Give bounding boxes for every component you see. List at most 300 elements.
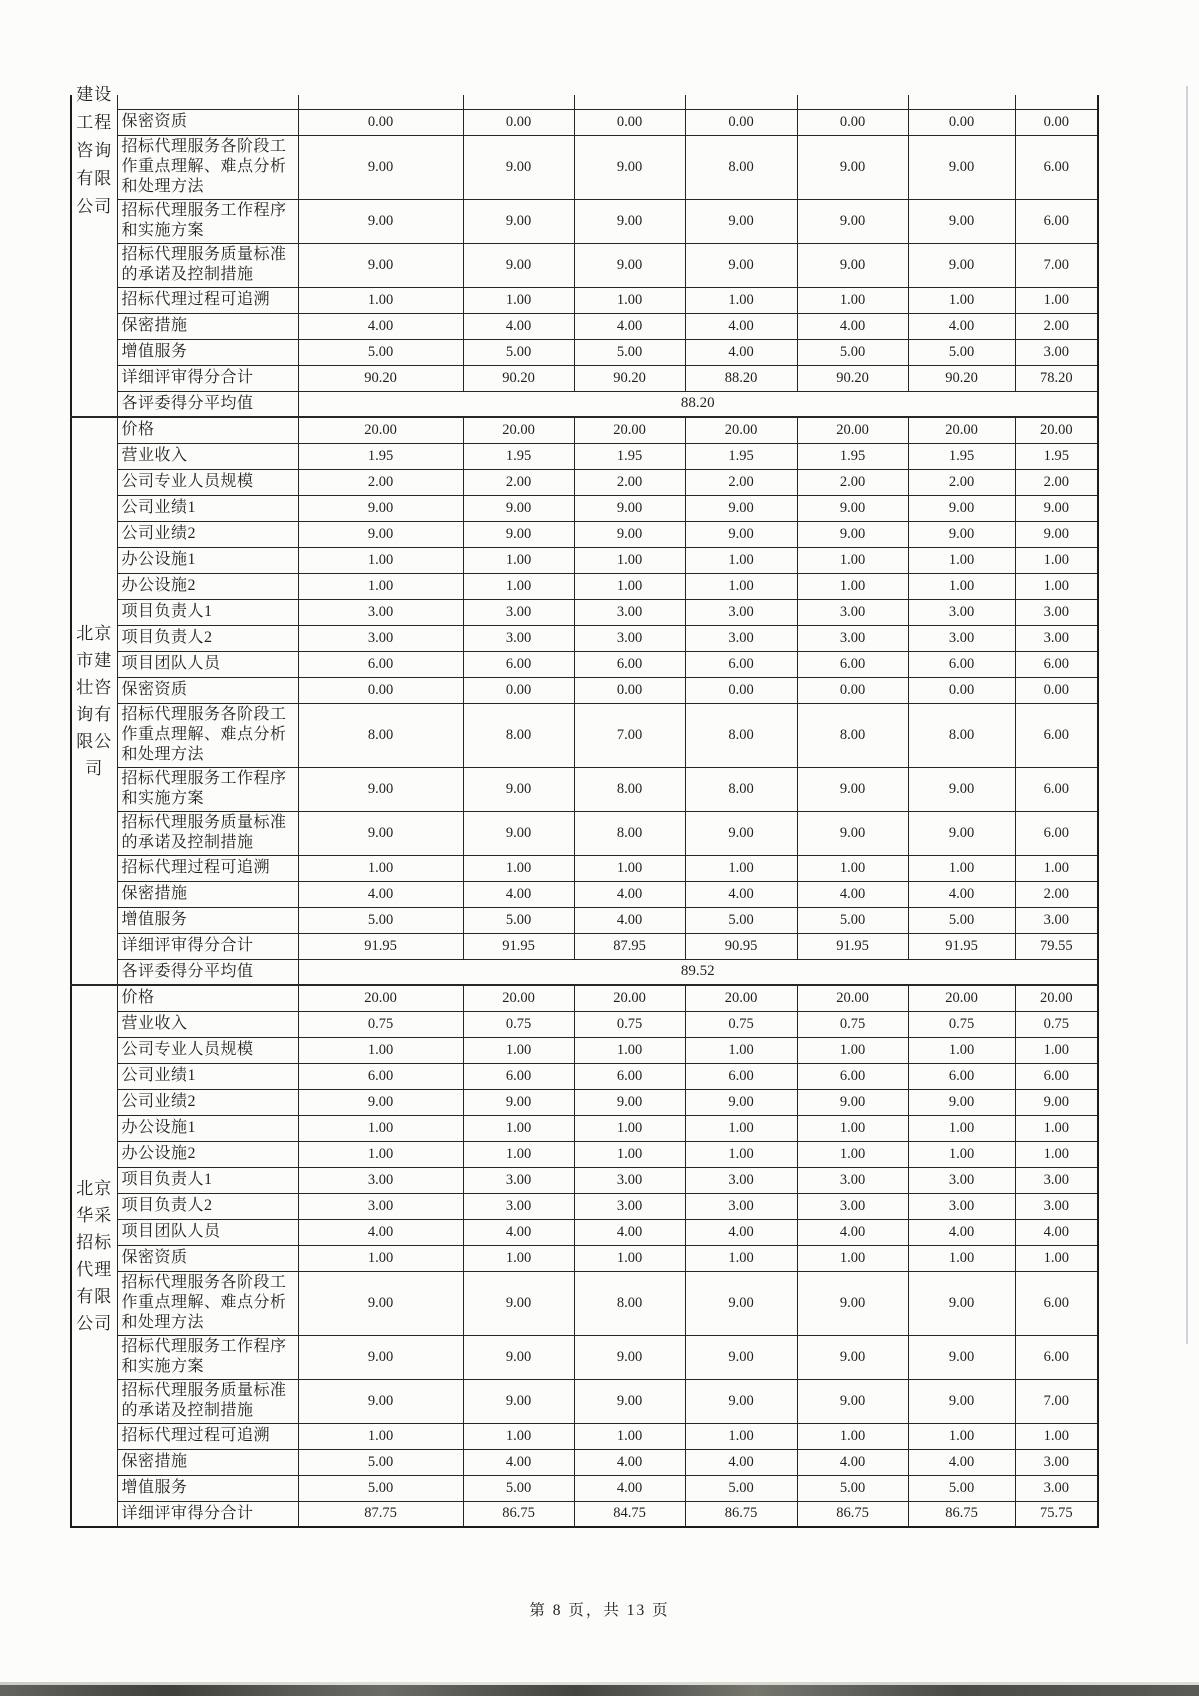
score-cell: 6.00 — [1015, 767, 1098, 811]
score-cell: 9.00 — [574, 1335, 685, 1379]
table-row — [71, 1193, 1098, 1219]
score-cell: 9.00 — [298, 243, 463, 287]
score-cell: 4.00 — [908, 1219, 1015, 1245]
table-row — [71, 1449, 1098, 1475]
score-cell: 6.00 — [1015, 1335, 1098, 1379]
table-row — [71, 881, 1098, 907]
score-cell: 1.00 — [1015, 855, 1098, 881]
score-cell: 3.00 — [908, 599, 1015, 625]
score-cell: 1.00 — [463, 855, 574, 881]
company-name-line: 询有 — [76, 705, 113, 724]
score-cell: 3.00 — [685, 1167, 797, 1193]
score-cell: 4.00 — [298, 313, 463, 339]
criteria-label: 价格 — [117, 985, 298, 1011]
score-cell: 7.00 — [574, 703, 685, 767]
company-name — [73, 620, 116, 782]
score-cell: 4.00 — [797, 1449, 908, 1475]
score-cell: 9.00 — [298, 495, 463, 521]
score-cell: 7.00 — [1015, 243, 1098, 287]
score-cell: 1.00 — [797, 287, 908, 313]
score-cell: 6.00 — [298, 1063, 463, 1089]
score-cell: 8.00 — [685, 767, 797, 811]
scan-artifact-vertical-line — [1186, 86, 1188, 1344]
score-cell: 2.00 — [1015, 881, 1098, 907]
score-cell: 9.00 — [463, 1335, 574, 1379]
score-cell: 1.00 — [908, 287, 1015, 313]
score-cell: 86.75 — [463, 1501, 574, 1527]
score-cell: 1.00 — [908, 1037, 1015, 1063]
criteria-label: 各评委得分平均值 — [117, 391, 298, 417]
score-cell: 1.95 — [908, 443, 1015, 469]
score-cell: 0.00 — [908, 109, 1015, 135]
score-cell: 3.00 — [685, 1193, 797, 1219]
score-cell: 9.00 — [463, 135, 574, 199]
score-cell: 1.00 — [908, 1245, 1015, 1271]
company-name-line: 工程 — [76, 113, 113, 132]
score-cell: 5.00 — [908, 1475, 1015, 1501]
score-cell: 8.00 — [298, 703, 463, 767]
company-name-line: 建设 — [76, 85, 113, 104]
score-cell: 6.00 — [463, 1063, 574, 1089]
score-cell: 5.00 — [463, 1475, 574, 1501]
criteria-label: 招标代理服务工作程序和实施方案 — [117, 199, 298, 243]
score-cell: 9.00 — [574, 1089, 685, 1115]
score-cell: 1.00 — [298, 573, 463, 599]
score-cell: 3.00 — [1015, 339, 1098, 365]
score-cell: 0.75 — [574, 1011, 685, 1037]
score-cell: 1.95 — [685, 443, 797, 469]
score-cell: 9.00 — [298, 1271, 463, 1335]
score-cell: 4.00 — [574, 1449, 685, 1475]
score-cell: 9.00 — [1015, 521, 1098, 547]
criteria-label: 招标代理过程可追溯 — [117, 287, 298, 313]
score-cell: 5.00 — [908, 907, 1015, 933]
score-cell: 9.00 — [574, 199, 685, 243]
table-row — [71, 1141, 1098, 1167]
score-cell: 9.00 — [298, 811, 463, 855]
score-cell: 0.00 — [298, 109, 463, 135]
score-cell: 6.00 — [463, 651, 574, 677]
score-cell: 20.00 — [685, 417, 797, 443]
score-cell: 1.00 — [797, 1115, 908, 1141]
score-cell: 9.00 — [908, 767, 1015, 811]
score-cell: 4.00 — [908, 313, 1015, 339]
criteria-label: 增值服务 — [117, 907, 298, 933]
score-cell: 3.00 — [797, 1167, 908, 1193]
score-cell: 9.00 — [797, 1271, 908, 1335]
score-cell: 1.00 — [908, 573, 1015, 599]
score-cell: 9.00 — [574, 243, 685, 287]
score-cell: 4.00 — [797, 1219, 908, 1245]
score-cell: 3.00 — [1015, 625, 1098, 651]
table-row — [71, 135, 1098, 199]
score-cell: 1.00 — [463, 1141, 574, 1167]
score-cell: 1.00 — [1015, 287, 1098, 313]
criteria-label: 详细评审得分合计 — [117, 1501, 298, 1527]
score-cell: 20.00 — [1015, 985, 1098, 1011]
table-row — [71, 1115, 1098, 1141]
score-cell: 79.55 — [1015, 933, 1098, 959]
company-name — [73, 85, 116, 221]
table-row — [71, 1271, 1098, 1335]
table-row — [71, 339, 1098, 365]
score-cell: 9.00 — [908, 1379, 1015, 1423]
table-row — [71, 313, 1098, 339]
table-row — [71, 1335, 1098, 1379]
score-cell: 9.00 — [797, 1335, 908, 1379]
table-row — [71, 1011, 1098, 1037]
score-cell: 20.00 — [463, 985, 574, 1011]
criteria-label: 招标代理服务工作程序和实施方案 — [117, 1335, 298, 1379]
score-cell: 1.00 — [1015, 1037, 1098, 1063]
score-cell: 9.00 — [908, 1335, 1015, 1379]
score-cell: 9.00 — [797, 767, 908, 811]
score-cell: 9.00 — [463, 521, 574, 547]
score-cell: 2.00 — [685, 469, 797, 495]
table-row — [71, 547, 1098, 573]
score-cell: 1.00 — [574, 547, 685, 573]
score-cell: 87.75 — [298, 1501, 463, 1527]
score-cell: 9.00 — [463, 767, 574, 811]
score-cell: 9.00 — [298, 521, 463, 547]
score-cell: 75.75 — [1015, 1501, 1098, 1527]
criteria-label: 营业收入 — [117, 1011, 298, 1037]
score-cell: 6.00 — [908, 1063, 1015, 1089]
score-cell: 9.00 — [463, 243, 574, 287]
average-score-cell: 88.20 — [298, 391, 1098, 417]
score-cell: 1.95 — [797, 443, 908, 469]
score-cell: 4.00 — [685, 881, 797, 907]
score-cell: 5.00 — [298, 1449, 463, 1475]
score-cell: 6.00 — [797, 651, 908, 677]
score-cell: 4.00 — [298, 1219, 463, 1245]
score-cell: 1.00 — [797, 547, 908, 573]
criteria-label: 招标代理服务质量标准的承诺及控制措施 — [117, 1379, 298, 1423]
score-cell: 6.00 — [574, 651, 685, 677]
score-cell: 9.00 — [685, 811, 797, 855]
table-row — [71, 1219, 1098, 1245]
score-cell: 9.00 — [1015, 1089, 1098, 1115]
score-cell: 4.00 — [797, 881, 908, 907]
score-cell: 9.00 — [797, 135, 908, 199]
score-cell: 9.00 — [463, 199, 574, 243]
score-cell: 1.00 — [1015, 1141, 1098, 1167]
score-cell: 4.00 — [463, 1219, 574, 1245]
score-cell: 6.00 — [1015, 135, 1098, 199]
score-cell: 5.00 — [298, 907, 463, 933]
score-cell: 3.00 — [298, 625, 463, 651]
criteria-label: 增值服务 — [117, 339, 298, 365]
page-number-text: 第 8 页，共 13 页 — [529, 1602, 670, 1619]
score-cell: 6.00 — [1015, 703, 1098, 767]
score-cell: 4.00 — [463, 1449, 574, 1475]
score-cell: 3.00 — [908, 625, 1015, 651]
score-cell: 1.00 — [298, 1245, 463, 1271]
company-name-line: 北京 — [76, 1179, 113, 1198]
score-cell: 3.00 — [1015, 1449, 1098, 1475]
score-cell: 9.00 — [908, 521, 1015, 547]
score-cell: 0.00 — [463, 109, 574, 135]
score-cell: 9.00 — [908, 243, 1015, 287]
score-cell: 9.00 — [797, 1379, 908, 1423]
score-cell: 2.00 — [298, 469, 463, 495]
clipped-cell — [574, 95, 685, 109]
score-cell: 9.00 — [298, 1089, 463, 1115]
score-cell: 1.00 — [1015, 1423, 1098, 1449]
score-cell: 1.00 — [685, 1037, 797, 1063]
score-cell: 3.00 — [574, 1167, 685, 1193]
criteria-label: 各评委得分平均值 — [117, 959, 298, 985]
score-cell: 6.00 — [685, 651, 797, 677]
score-cell: 3.00 — [463, 625, 574, 651]
score-cell: 9.00 — [463, 811, 574, 855]
criteria-label: 办公设施1 — [117, 547, 298, 573]
clipped-cell — [298, 95, 463, 109]
table-row — [71, 599, 1098, 625]
score-cell: 1.00 — [797, 1423, 908, 1449]
score-cell: 6.00 — [1015, 1271, 1098, 1335]
score-cell: 1.00 — [685, 1245, 797, 1271]
company-name-cell — [71, 985, 117, 1527]
score-cell: 1.00 — [908, 1141, 1015, 1167]
score-cell: 3.00 — [463, 599, 574, 625]
table-row — [71, 703, 1098, 767]
table-row — [71, 907, 1098, 933]
table-row — [71, 959, 1098, 985]
criteria-label: 价格 — [117, 417, 298, 443]
score-cell: 3.00 — [1015, 1167, 1098, 1193]
score-cell: 3.00 — [463, 1193, 574, 1219]
score-cell: 20.00 — [463, 417, 574, 443]
score-cell: 3.00 — [685, 625, 797, 651]
score-cell: 1.00 — [463, 1423, 574, 1449]
score-cell: 84.75 — [574, 1501, 685, 1527]
score-cell: 9.00 — [685, 1089, 797, 1115]
company-name-line: 司 — [85, 759, 104, 778]
score-cell: 6.00 — [797, 1063, 908, 1089]
score-cell: 90.20 — [797, 365, 908, 391]
score-cell: 0.00 — [908, 677, 1015, 703]
score-cell: 1.00 — [574, 1245, 685, 1271]
score-cell: 9.00 — [908, 1089, 1015, 1115]
criteria-label: 保密措施 — [117, 313, 298, 339]
score-cell: 3.00 — [574, 1193, 685, 1219]
table-row — [71, 1245, 1098, 1271]
score-cell: 4.00 — [574, 907, 685, 933]
criteria-label: 公司业绩1 — [117, 1063, 298, 1089]
table-row — [71, 521, 1098, 547]
score-cell: 3.00 — [908, 1167, 1015, 1193]
score-cell: 1.00 — [298, 547, 463, 573]
score-cell: 4.00 — [908, 1449, 1015, 1475]
clipped-cell — [908, 95, 1015, 109]
score-cell: 4.00 — [298, 881, 463, 907]
score-cell: 20.00 — [574, 985, 685, 1011]
score-cell: 1.00 — [463, 1115, 574, 1141]
score-cell: 9.00 — [797, 495, 908, 521]
score-cell: 9.00 — [463, 1379, 574, 1423]
criteria-label: 招标代理过程可追溯 — [117, 1423, 298, 1449]
score-cell: 6.00 — [574, 1063, 685, 1089]
score-cell: 0.75 — [298, 1011, 463, 1037]
score-cell: 5.00 — [685, 1475, 797, 1501]
score-cell: 9.00 — [298, 1379, 463, 1423]
criteria-label: 详细评审得分合计 — [117, 933, 298, 959]
score-cell: 1.95 — [574, 443, 685, 469]
company-name-line: 有限 — [76, 169, 113, 188]
criteria-label: 公司业绩2 — [117, 1089, 298, 1115]
score-cell: 1.00 — [797, 855, 908, 881]
score-cell: 4.00 — [574, 1475, 685, 1501]
company-name-line: 华采 — [76, 1206, 113, 1225]
score-cell: 8.00 — [574, 1271, 685, 1335]
score-cell: 3.00 — [298, 1167, 463, 1193]
score-cell: 1.00 — [298, 855, 463, 881]
score-cell: 90.20 — [908, 365, 1015, 391]
company-name-line: 咨询 — [76, 141, 113, 160]
score-cell: 5.00 — [574, 339, 685, 365]
score-cell: 8.00 — [463, 703, 574, 767]
score-cell: 91.95 — [298, 933, 463, 959]
score-cell: 7.00 — [1015, 1379, 1098, 1423]
score-cell: 3.00 — [1015, 1475, 1098, 1501]
criteria-label: 项目负责人2 — [117, 625, 298, 651]
score-cell: 20.00 — [797, 985, 908, 1011]
score-cell: 9.00 — [685, 521, 797, 547]
company-name-line: 北京 — [76, 624, 113, 643]
score-cell: 9.00 — [797, 243, 908, 287]
score-cell: 1.00 — [574, 1423, 685, 1449]
criteria-label: 招标代理过程可追溯 — [117, 855, 298, 881]
score-cell: 9.00 — [574, 521, 685, 547]
score-cell: 9.00 — [685, 1335, 797, 1379]
score-cell: 0.75 — [463, 1011, 574, 1037]
score-cell: 0.75 — [908, 1011, 1015, 1037]
criteria-label: 保密资质 — [117, 109, 298, 135]
company-name — [73, 1175, 116, 1337]
score-cell: 20.00 — [797, 417, 908, 443]
score-cell: 5.00 — [463, 339, 574, 365]
company-name-line: 壮咨 — [76, 678, 113, 697]
score-cell: 20.00 — [1015, 417, 1098, 443]
score-cell: 90.20 — [298, 365, 463, 391]
table-row — [71, 573, 1098, 599]
score-cell: 1.00 — [463, 573, 574, 599]
criteria-label: 招标代理服务工作程序和实施方案 — [117, 767, 298, 811]
score-cell: 1.00 — [463, 287, 574, 313]
score-cell: 1.00 — [685, 287, 797, 313]
score-cell: 1.00 — [685, 855, 797, 881]
table-row — [71, 855, 1098, 881]
score-cell: 1.00 — [298, 1037, 463, 1063]
score-cell: 1.00 — [1015, 573, 1098, 599]
criteria-label: 项目团队人员 — [117, 651, 298, 677]
score-cell: 9.00 — [908, 199, 1015, 243]
score-cell: 1.95 — [1015, 443, 1098, 469]
average-score-cell: 89.52 — [298, 959, 1098, 985]
score-cell: 1.00 — [908, 547, 1015, 573]
criteria-label: 招标代理服务各阶段工作重点理解、难点分析和处理方法 — [117, 703, 298, 767]
score-cell: 5.00 — [797, 339, 908, 365]
score-cell: 86.75 — [908, 1501, 1015, 1527]
score-cell: 9.00 — [908, 811, 1015, 855]
score-cell: 86.75 — [797, 1501, 908, 1527]
score-cell: 6.00 — [908, 651, 1015, 677]
score-cell: 1.00 — [685, 573, 797, 599]
score-cell: 0.00 — [797, 677, 908, 703]
table-row — [71, 1037, 1098, 1063]
score-cell: 9.00 — [685, 199, 797, 243]
clipped-cell — [685, 95, 797, 109]
company-name-line: 限公 — [76, 732, 113, 751]
score-cell: 0.00 — [685, 677, 797, 703]
table-row — [71, 625, 1098, 651]
company-name-line: 市建 — [76, 651, 113, 670]
score-cell: 8.00 — [797, 703, 908, 767]
score-cell: 3.00 — [797, 599, 908, 625]
score-cell: 9.00 — [298, 767, 463, 811]
score-cell: 8.00 — [574, 767, 685, 811]
score-cell: 91.95 — [463, 933, 574, 959]
score-cell: 3.00 — [463, 1167, 574, 1193]
score-cell: 1.00 — [685, 1115, 797, 1141]
score-cell: 1.00 — [574, 1141, 685, 1167]
score-cell: 4.00 — [574, 1219, 685, 1245]
clipped-cell — [797, 95, 908, 109]
score-cell: 3.00 — [298, 599, 463, 625]
score-cell: 87.95 — [574, 933, 685, 959]
score-cell: 5.00 — [908, 339, 1015, 365]
score-cell: 4.00 — [574, 881, 685, 907]
score-cell: 1.00 — [298, 287, 463, 313]
score-cell: 1.00 — [797, 1141, 908, 1167]
table-row — [71, 495, 1098, 521]
company-name-line: 公司 — [76, 1314, 113, 1333]
score-cell: 1.00 — [298, 1115, 463, 1141]
score-cell: 9.00 — [298, 199, 463, 243]
score-cell: 5.00 — [463, 907, 574, 933]
score-cell: 3.00 — [685, 599, 797, 625]
score-cell: 6.00 — [1015, 1063, 1098, 1089]
score-cell: 1.00 — [797, 1245, 908, 1271]
table-row — [71, 1475, 1098, 1501]
table-row — [71, 1379, 1098, 1423]
criteria-label: 招标代理服务各阶段工作重点理解、难点分析和处理方法 — [117, 135, 298, 199]
table-row — [71, 651, 1098, 677]
criteria-label: 项目负责人1 — [117, 599, 298, 625]
score-cell: 4.00 — [463, 313, 574, 339]
score-cell: 8.00 — [574, 811, 685, 855]
criteria-label: 详细评审得分合计 — [117, 365, 298, 391]
score-cell: 1.00 — [685, 1141, 797, 1167]
criteria-label: 营业收入 — [117, 443, 298, 469]
table-row — [71, 767, 1098, 811]
score-cell: 9.00 — [908, 1271, 1015, 1335]
score-cell: 4.00 — [574, 313, 685, 339]
score-cell: 9.00 — [463, 1089, 574, 1115]
score-cell: 8.00 — [685, 703, 797, 767]
score-cell: 1.00 — [1015, 1115, 1098, 1141]
score-cell: 90.20 — [574, 365, 685, 391]
score-cell: 2.00 — [908, 469, 1015, 495]
company-name-cell — [71, 417, 117, 985]
table-row — [71, 1063, 1098, 1089]
score-cell: 2.00 — [463, 469, 574, 495]
company-name-line: 有限 — [76, 1287, 113, 1306]
score-cell: 9.00 — [908, 495, 1015, 521]
score-cell: 2.00 — [797, 469, 908, 495]
score-cell: 6.00 — [1015, 811, 1098, 855]
